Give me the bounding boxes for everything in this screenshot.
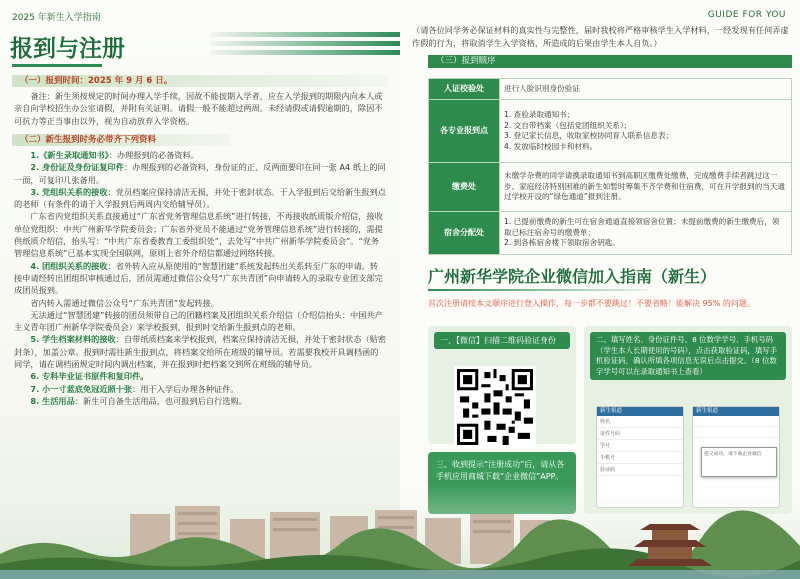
section-report-time: （一）报到时间：2025 年 9 月 6 日。 <box>12 75 388 87</box>
qr-code[interactable] <box>454 366 536 448</box>
campus-scene-illustration <box>0 484 800 579</box>
guide-subtitle: 首次注册请按本文顺序进行登入操作，每一步都不要跳过！不要省略！能解决 95% 的问题。 <box>428 299 755 308</box>
title-underline <box>12 64 102 67</box>
section-materials: （二）新生报到时务必带齐下列资料 <box>12 134 230 146</box>
phone-screenshot-form: 新生报道 姓名 证件号码 学号 手机号 验证码 <box>596 406 684 508</box>
table-row: 各专业报到点 1. 查验录取通知书； 2. 交自带档案（包括党团组织关系）； 3. 登记家长信息，收取家校协同育人联系信息表； 4. 发放临时校园卡和材料。 <box>429 100 792 163</box>
report-order-table <box>428 78 792 255</box>
integrity-note: （请各位同学务必保证材料的真实性与完整性，届时我校将严格审核学生入学材料，一经发现有任何弄虚作假的行为，将取消学生入学资格，所造成的后果由学生本人自负。） <box>412 25 789 48</box>
step1-label: 一、【微信】扫描二维码验证身份 <box>434 332 570 349</box>
decorative-bars <box>210 32 400 62</box>
phone-screenshot-success: 新生报道 提交成功，请下载企业微信 <box>692 406 780 508</box>
materials-list: 1.《新生录取通知书》：办理报到的必备资料。 2. 身份证及身份证复印件：办理报到的必备资料，身份证的正、反两面要印在同一张 A4 纸上的同一面，可复印几张备用。 3. 党组织关系的接收：党员档案应保持清洁无损，并处于密封状态。于入学报到后交给新生报到点的老师（有条件的请于入学报到后两周内交给辅导员）。 广东省内党组织关系直接通过“广东省党务管理信息系统”进行转接，不再接收纸质版介绍信，接收单位党组织：中共广州新华学院委员会；广东省外党员不能通过“党务管理信息系统”进行转接的，需提供纸质介绍信，抬头写：“中共广东省委教育工委组织处”，去处写“中共广州新华学院委员会”。“党务管理信息系统”已基本实现全国联网，原则上省外介绍信都通过网络转接。 4. 团组织关系的接收：省外转入应从原使用的“智慧团建”系统发起转出关系转至广东的申请。转接申请经转出团组织审核通过后，团员需通过微信公众号“广东共青团”向申请转入的录取专业团支部完成团员报到。 省内转入需通过微信公众号“广东共青团”发起转接。 无法通过“智慧团建”转接的团员须带自己的团籍档案及团组织关系介绍信（介绍信抬头：中国共产主义青年团广州新华学院委员会）来学校报到，报到时交给新生报到点的老师。 5. 学生档案材料的接收：自带纸质档案来学校报到，档案应保持清洁无损，并处于密封状态（贴密封条），加盖公章。报到时需往新生报到点，将档案交给所在班级的辅导员。若需要我校开具调档函的同学，请在调档函规定时间内调出档案，并在报到时把档案交到所在班级的辅导员。 6. 专科毕业证书原件和复印件。 7. 小一寸蓝底免冠近照十张：用于入学后办理各种证件。 8. 生活用品：新生可自备生活用品，也可报到后自行选购。 <box>14 150 386 406</box>
table-row: 缴费处 未缴学杂费的同学请携录取通知书到高职区缴费处缴费，完成缴费手续者跳过这一步。家庭经济特别困难的新生如暂时筹集不齐学费和住宿费，可在开学报到的当天通过学校开设的“绿色通道”报到注册。 <box>429 163 792 212</box>
table-row: 宿舍分配处 1. 已提前缴费的新生可在宿舍通道直接领宿舍位置；未提前缴费的新生缴费后，领取已标注宿舍号的缴费单； 2. 到各栋宿舍楼下领取宿舍钥匙。 <box>429 212 792 255</box>
step2-text: 二、填写姓名、身份证件号、8 位数学学号、手机号码（学生本人长期使用的号码），点击获取验证码，填写手机验证码，确认所填各项信息无误后点击提交。（8 位数字学号可以在录取通知书上查看） <box>590 332 786 380</box>
table-row: 人证校验处 进行人脸识别身份验证 <box>429 79 792 100</box>
page-header-en: GUIDE FOR YOU <box>707 10 786 20</box>
title-underline <box>428 289 648 291</box>
section-order: （三）报到顺序 <box>428 55 792 68</box>
page-title: 报到与注册 <box>10 36 125 62</box>
page-header: 2025 年新生入学指南 <box>12 13 101 23</box>
wecom-guide-title: 广州新华学院企业微信加入指南（新生） <box>428 267 717 286</box>
note-paragraph: 备注：新生须按规定的时间办理入学手续，因故不能按期入学者，应在入学报到的期限内向本人或亲自向学校招生办公室请假，并附有关证明。请假一般不能超过两周。未经请假或请假逾期的，除因不可抗力等正当事由以外，视为自动放弃入学资格。 <box>14 91 383 126</box>
success-popup: 提交成功，请下载企业微信 <box>701 447 777 477</box>
qr-code-icon <box>457 369 533 445</box>
step3-text: 三、收到提示“注册成功”后，请从各手机应用商城下载“企业微信”APP。 <box>436 460 565 481</box>
step1-card <box>428 326 576 444</box>
